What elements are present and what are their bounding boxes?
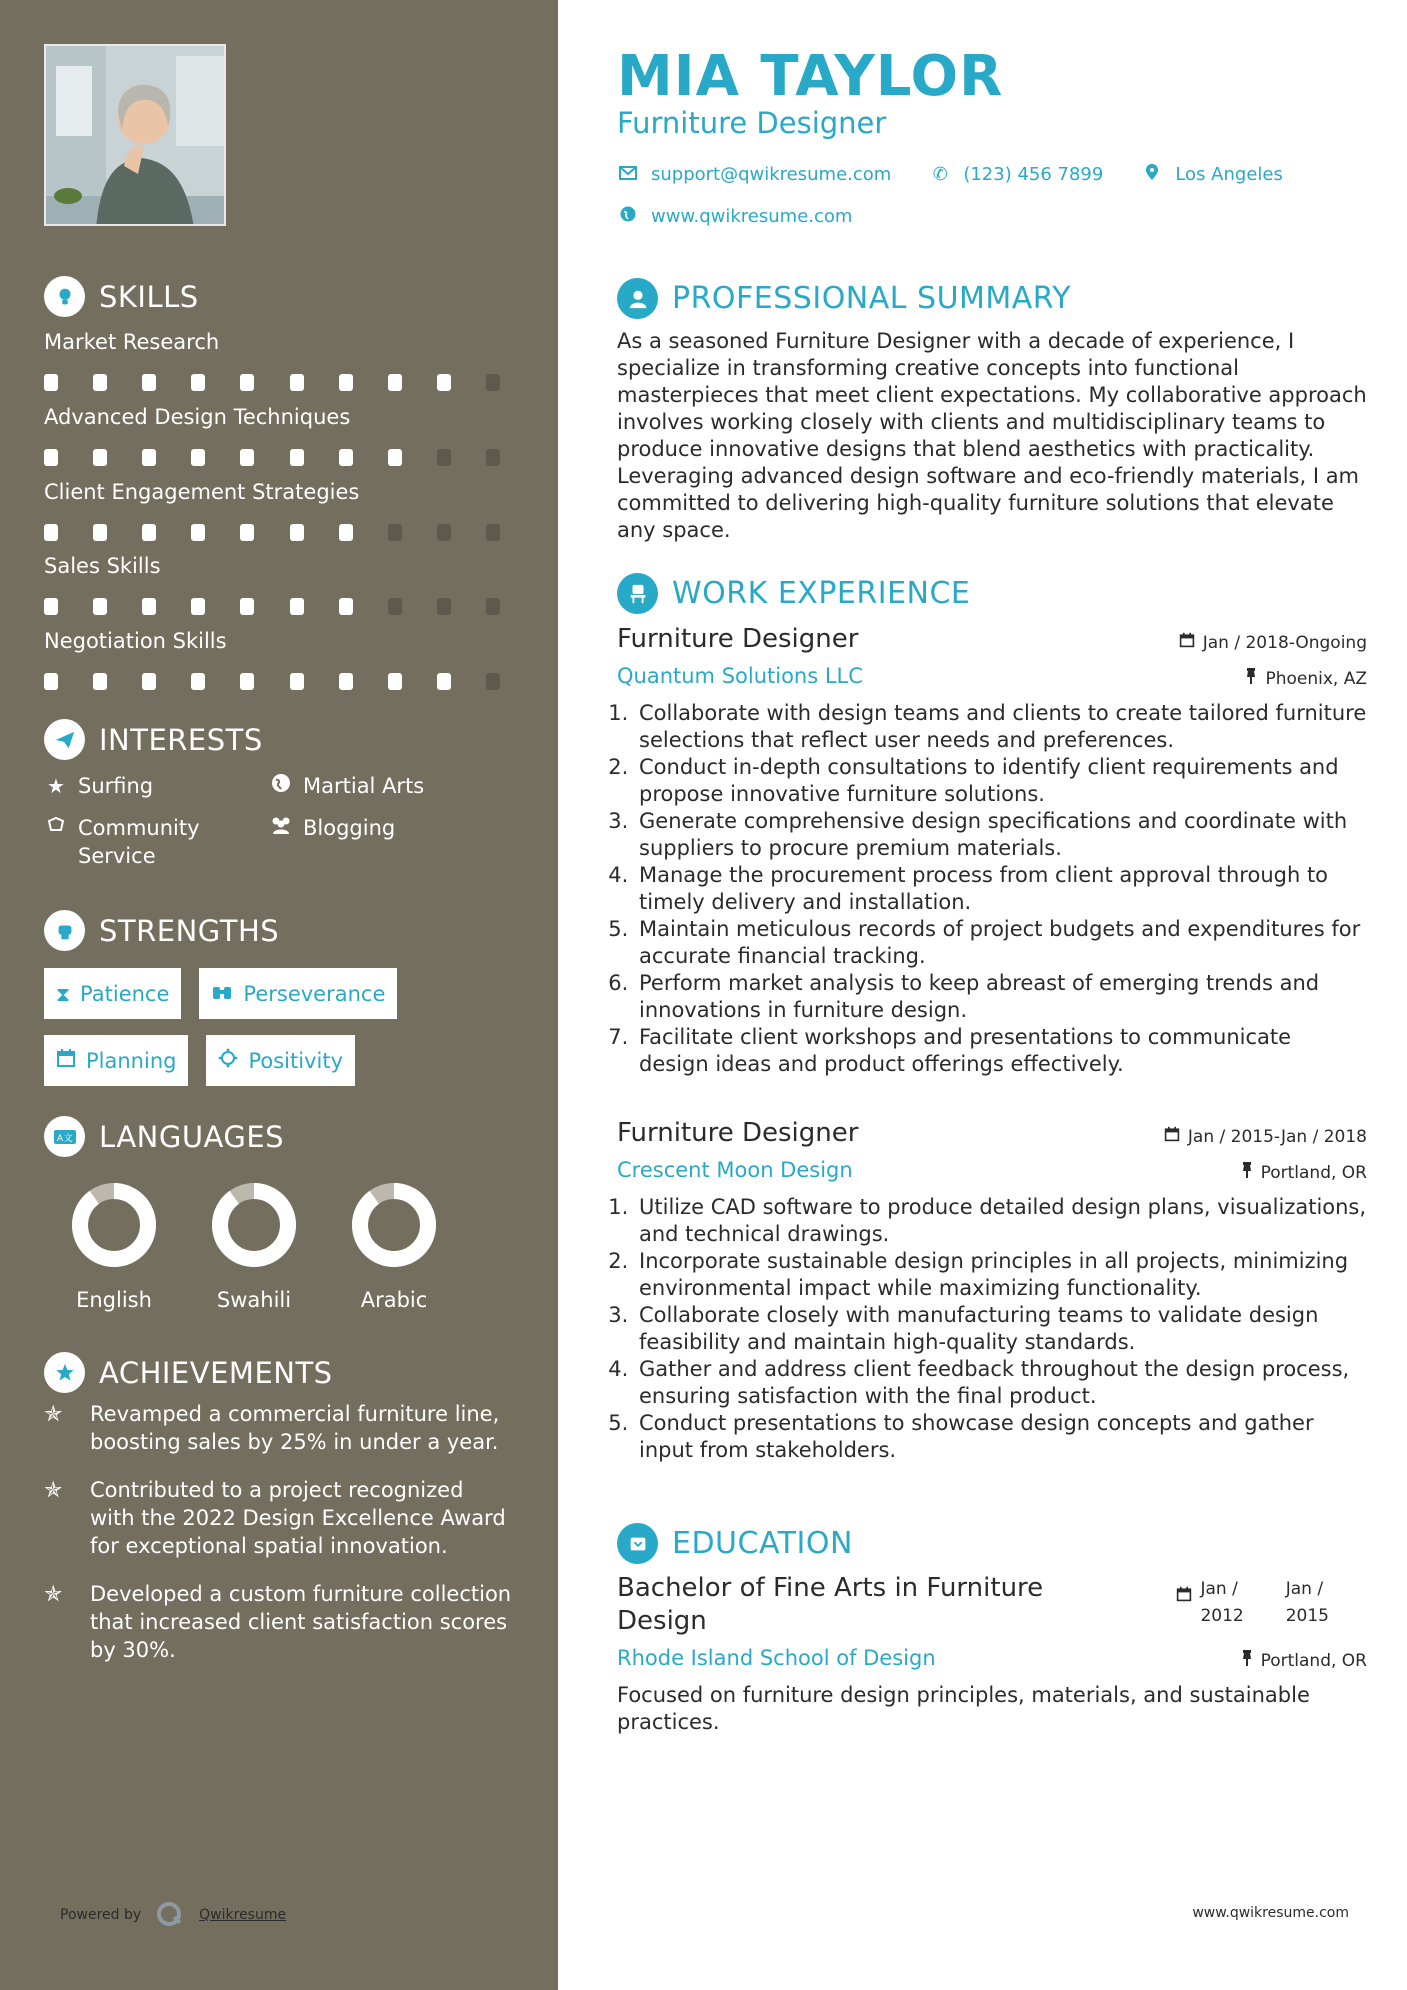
skill-dot [93,374,107,391]
interest-item [269,772,494,800]
skill-dot [486,598,500,615]
skill-name: Negotiation Skills [44,629,227,653]
skill-rating [44,374,500,391]
globe-icon [617,206,639,227]
skill-dot [437,598,451,615]
job-bullet: 7. Facilitate client workshops and presentations to communicate design ideas and product offerings effectively. [635,1024,1367,1078]
skills-heading [44,276,199,317]
job-dates-text: Jan / 2015-Jan / 2018 [1187,1126,1367,1147]
skill-dot [339,374,353,391]
language-label: Arabic [360,1288,428,1312]
strengths-heading [44,910,279,951]
education-end-year: 2015 [1285,1606,1329,1626]
skill-dot [93,524,107,541]
achievement-item [44,1476,514,1560]
job-dates [1164,1126,1367,1147]
skill-dot [44,673,58,690]
skill-client-engagement [44,480,504,541]
skill-dot [240,524,254,541]
language-ring [71,1182,157,1268]
pushpin-icon [1241,1650,1253,1671]
summary-text: As a seasoned Furniture Designer with a decade of experience, I specialize in transforming creative concepts into functional masterpieces that meet client expectations. My collaborative approach involves working closely with clients and multidisciplinary teams to produce innovative designs that blend aesthetics with practicality. Leveraging advanced design software and eco-friendly materials, I am committed to delivering high-quality furniture solutions that elevate any space. [617,329,1367,542]
skill-dot [388,374,402,391]
skill-dot [437,374,451,391]
skill-dot [290,598,304,615]
skill-name: Client Engagement Strategies [44,480,360,504]
skill-rating [44,449,500,466]
education-location [1241,1650,1367,1671]
skill-dot [437,449,451,466]
job-bullets [617,700,1367,1078]
job-title: Furniture Designer [617,624,859,654]
contact-row-website [617,206,852,227]
achievements-list [44,1400,514,1684]
skill-dot [240,449,254,466]
lightbulb-icon [44,276,85,317]
education-start-year: 2012 [1200,1606,1244,1626]
chair-icon [617,573,658,614]
skill-dot [240,673,254,690]
experience-heading [617,573,970,614]
star-icon: ★ [47,774,65,798]
svg-text:A文: A文 [56,1133,73,1144]
graduation-icon [617,1523,658,1564]
skill-dot [142,673,156,690]
job-bullet: 3. Collaborate closely with manufacturing teams to validate design feasibility and maintain high-quality standards. [635,1302,1367,1356]
interests-heading-label: INTERESTS [99,722,263,757]
strengths-heading-label: STRENGTHS [99,913,280,948]
skill-dot [339,673,353,690]
skill-advanced-design [44,405,504,466]
contact-row [617,164,1283,185]
job-entry [617,1118,1367,1464]
skill-dot [339,449,353,466]
language-item [324,1182,464,1312]
achievement-text: Contributed to a project recognized with the 2022 Design Excellence Award for exceptional spatial innovation. [90,1478,506,1558]
calendar-icon [56,1048,76,1073]
education-heading [617,1523,853,1564]
job-bullet: 4. Gather and address client feedback throughout the design process, ensuring satisfaction with the final product. [635,1356,1367,1410]
job-location-text: Portland, OR [1260,1162,1367,1183]
interests-list [44,772,504,870]
qwikresume-logo-icon [155,1900,185,1930]
powered-by-label: Powered by [60,1907,142,1923]
job-bullet: 6. Perform market analysis to keep abreast of emerging trends and innovations in furniture design. [635,970,1367,1024]
job-company: Crescent Moon Design [617,1158,853,1182]
job-location-text: Phoenix, AZ [1265,668,1367,689]
skill-rating [44,673,500,690]
languages-list [44,1182,464,1312]
job-location [1241,1162,1367,1183]
language-label: English [76,1288,152,1312]
skill-dot [486,524,500,541]
calendar-icon [1176,1576,1192,1607]
strength-chip [199,968,397,1019]
phone-icon: ✆ [932,164,948,185]
education-description: Focused on furniture design principles, materials, and sustainable practices. [617,1683,1310,1734]
skill-dot [339,524,353,541]
interest-label: Surfing [78,774,154,798]
powered-by-brand-link[interactable]: Qwikresume [199,1907,287,1923]
skill-name: Advanced Design Techniques [44,405,351,429]
strength-chip [44,968,181,1019]
job-bullet: 5. Maintain meticulous records of project budgets and expenditures for accurate financial tracking. [635,916,1367,970]
binoculars-icon [211,982,233,1006]
skill-dot [388,598,402,615]
skill-dot [191,673,205,690]
job-company: Quantum Solutions LLC [617,664,863,688]
user-icon [617,278,658,319]
contact-website[interactable]: www.qwikresume.com [651,206,853,227]
skill-name: Sales Skills [44,554,161,578]
trophy-star-icon [44,1352,85,1393]
language-ring-fill [360,1191,428,1259]
skill-dot [142,449,156,466]
skill-dot [44,374,58,391]
skill-market-research [44,330,504,391]
interest-label: Martial Arts [303,774,425,798]
hand-icon [44,814,68,842]
skill-dot [93,673,107,690]
skill-dot [290,449,304,466]
strength-label: Planning [86,1048,177,1073]
language-ring [351,1182,437,1268]
profile-photo [44,44,226,226]
strength-chip [44,1035,188,1086]
achievement-item [44,1400,514,1456]
skill-dot [142,374,156,391]
skill-dot [44,524,58,541]
achievements-heading-label: ACHIEVEMENTS [99,1355,333,1390]
skill-sales [44,554,504,615]
strength-label: Patience [80,981,170,1006]
language-ring-fill [220,1191,288,1259]
job-title: Furniture Designer [617,1118,859,1148]
achievement-item [44,1580,514,1664]
education-entry [617,1572,1367,1736]
skill-dot [142,598,156,615]
interest-item [269,814,494,870]
shooting-star-icon: ✯ [44,1478,63,1503]
education-start-month: Jan / [1200,1579,1238,1599]
skills-heading-label: SKILLS [99,279,199,314]
achievement-text: Revamped a commercial furniture line, boosting sales by 25% in under a year. [90,1402,500,1454]
contact-location: Los Angeles [1175,164,1283,185]
skill-dot [191,449,205,466]
summary-heading-label: PROFESSIONAL SUMMARY [672,281,1072,316]
achievements-heading [44,1352,333,1393]
skill-dot [437,673,451,690]
paper-plane-icon [44,719,85,760]
skill-negotiation [44,629,504,690]
skill-dot [191,598,205,615]
calendar-icon [1164,1126,1180,1147]
strength-label: Positivity [248,1048,343,1073]
globe-icon [269,772,293,800]
job-bullet: 1. Collaborate with design teams and clients to create tailored furniture selections that reflect user needs and preferences. [635,700,1367,754]
education-degree: Bachelor of Fine Arts in Furniture Design [617,1573,1044,1636]
sun-icon [218,1048,238,1073]
fist-icon [44,910,85,951]
hourglass-icon: ⧗ [56,981,71,1006]
strengths-list [44,968,514,1102]
language-ring [211,1182,297,1268]
skill-dot [388,449,402,466]
job-bullet: 2. Conduct in-depth consultations to identify client requirements and propose innovative furniture solutions. [635,754,1367,808]
shooting-star-icon: ✯ [44,1402,63,1427]
skill-dot [486,449,500,466]
job-location [1245,668,1367,689]
languages-heading [44,1116,284,1157]
skill-dot [388,524,402,541]
skill-dot [191,524,205,541]
strength-chip [206,1035,355,1086]
skill-dot [142,524,156,541]
candidate-name: MIA TAYLOR [617,44,1004,109]
job-bullet: 5. Conduct presentations to showcase design concepts and gather input from stakeholders. [635,1410,1367,1464]
job-dates-text: Jan / 2018-Ongoing [1202,632,1367,653]
job-bullet: 4. Manage the procurement process from client approval through to timely delivery and installation. [635,862,1367,916]
contact-email[interactable]: support@qwikresume.com [651,164,892,185]
education-end-month: Jan / [1285,1579,1324,1599]
skill-dot [93,449,107,466]
experience-heading-label: WORK EXPERIENCE [672,576,971,611]
skill-dot [388,673,402,690]
interest-label: Community Service [78,816,200,868]
languages-heading-label: LANGUAGES [99,1119,285,1154]
education-heading-label: EDUCATION [672,1526,853,1561]
skill-dot [44,449,58,466]
footer-url[interactable]: www.qwikresume.com [1192,1905,1349,1921]
skill-dot [290,673,304,690]
education-dates [1176,1576,1329,1630]
skill-dot [437,524,451,541]
shooting-star-icon: ✯ [44,1582,63,1607]
job-bullets [617,1194,1367,1464]
candidate-title: Furniture Designer [617,106,887,140]
users-icon [269,814,293,842]
calendar-icon [1179,632,1195,653]
envelope-icon [617,164,639,185]
sidebar [0,0,558,1990]
interest-item [44,772,269,800]
skill-dot [486,673,500,690]
language-ring-fill [80,1191,148,1259]
achievement-text: Developed a custom furniture collection that increased client satisfaction scores by 30%. [90,1582,512,1662]
skill-dot [290,374,304,391]
powered-by [60,1900,286,1930]
pushpin-icon [1245,668,1257,689]
pushpin-icon [1241,1162,1253,1183]
job-bullet: 1. Utilize CAD software to produce detailed design plans, visualizations, and technical drawings. [635,1194,1367,1248]
skill-rating [44,524,500,541]
language-label: Swahili [216,1288,292,1312]
summary-heading [617,278,1071,319]
skill-dot [44,598,58,615]
skill-dot [290,524,304,541]
translate-icon [44,1116,85,1157]
education-school: Rhode Island School of Design [617,1646,936,1670]
interests-heading [44,719,263,760]
interest-label: Blogging [303,816,396,840]
skill-dot [240,374,254,391]
map-pin-icon [1141,164,1163,185]
skill-dot [486,374,500,391]
skill-name: Market Research [44,330,220,354]
job-bullet: 2. Incorporate sustainable design principles in all projects, minimizing environmental impact while maximizing functionality. [635,1248,1367,1302]
language-item [184,1182,324,1312]
skill-dot [240,598,254,615]
skill-rating [44,598,500,615]
strength-label: Perseverance [243,981,386,1006]
skill-dot [93,598,107,615]
job-dates [1179,632,1367,653]
interest-item [44,814,269,870]
contact-phone[interactable]: (123) 456 7899 [963,164,1104,185]
job-entry [617,624,1367,1078]
skill-dot [339,598,353,615]
job-bullet: 3. Generate comprehensive design specifications and coordinate with suppliers to procure premium materials. [635,808,1367,862]
skill-dot [191,374,205,391]
language-item [44,1182,184,1312]
education-location-text: Portland, OR [1260,1650,1367,1671]
